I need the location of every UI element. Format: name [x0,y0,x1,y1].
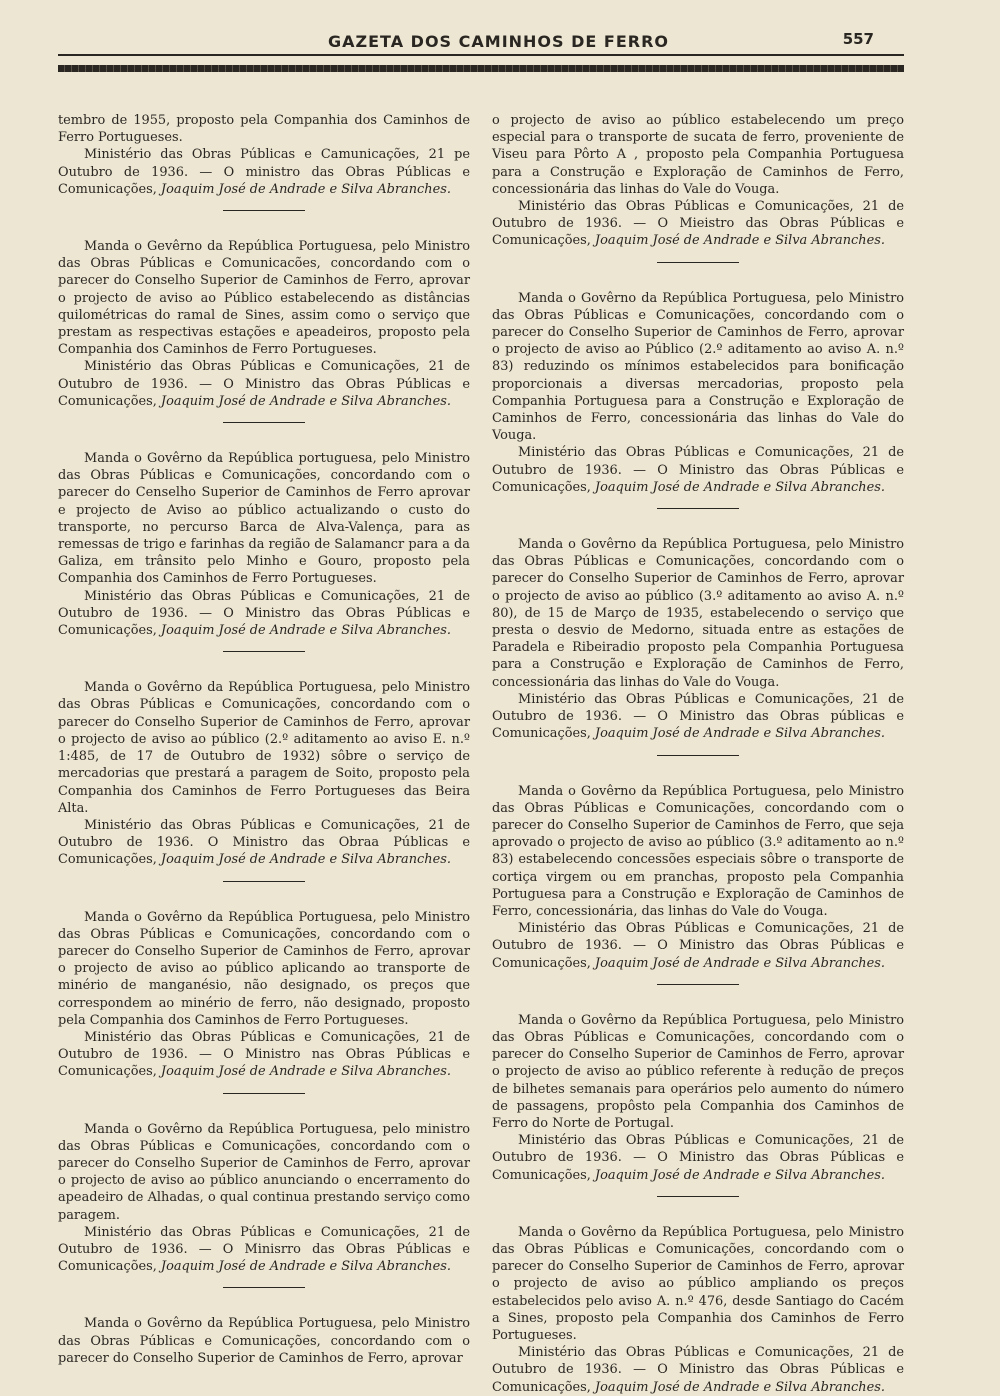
ministry-text: Ministério das Obras Públicas e Comunicações, 21 de Outubro de 1936. — O Mieistro das Obras Públicas e Comunicações, [492,199,904,249]
ministry-text: Ministério das Obras Públicas e Comunicações, 21 de Outubro de 1936. — O Ministro nas Obras Públicas e Comunicações, [58,1029,470,1080]
decree-ministry-line [58,588,470,640]
decree-body: Manda o Gevêrno da República Portuguesa, pelo Ministro das Obras Públicas e Comunicacões, concordando com o parecer do Conselho Superior de Caminhos de Ferro, aprovar o projecto de aviso ao Público estabelecendo as distâncias quilométricas do ramal de Sines, assim como o serviço que prestam as respectivas estações e apeadeiros, proposto pela Companhia dos Caminhos de Ferro Portugueses. [58,239,470,358]
decree-item [492,1012,904,1184]
ministry-text: Ministério das Obras Públicas e Comunicações, 21 de Outubro de 1936. — O Ministro das Obras Públicas e Comunicações, [492,1345,904,1395]
minister-signature: Joaquim José de Andrade e Silva Abranches. [160,623,451,639]
ministry-text: Ministério das Obras Públicas e Comunicações, 21 de Outubro de 1936. O Ministro das Obraa Públicas e Comunicações, [58,817,470,868]
decree-ministry-line [58,146,470,198]
decree-body: Manda o Govêrno da República Portuguesa, pelo ministro das Obras Públicas e Comunicações, concordando com o parecer do Conselho Superior de Caminhos de Ferro, aprovar o projecto de aviso ao público anunciando o encerramento do apeadeiro de Alhadas, o qual continua prestando serviço como paragem. [58,1121,470,1223]
decree-item [58,112,470,198]
header-rule-thick [58,65,904,72]
decree-ministry-line [58,817,470,869]
separator-rule [223,881,305,882]
minister-signature: Joaquim José de Andrade e Silva Abranches. [594,1167,885,1183]
minister-signature: Joaquim José de Andrade e Silva Abranches. [160,1259,451,1275]
publication-title: GAZETA DOS CAMINHOS DE FERRO [328,32,670,51]
decree-item [492,536,904,742]
left-column [58,112,470,1367]
decree-item [58,1315,470,1367]
separator-rule [657,984,739,985]
decree-ministry-line [492,198,904,250]
decree-ministry-line [492,1132,904,1184]
decree-item [492,290,904,496]
decree-ministry-line [492,691,904,743]
decree-body: o projecto de aviso ao público estabelecendo um preço especial para o transporte de sucata de ferro, proveniente de Viseu para Pôrto A , proposto pela Companhia Portuguesa para a Construção e Exploração de Caminhos de Ferro, concessionária das linhas do Vale do Vouga. [492,113,904,197]
separator-rule [223,422,305,423]
header-rule-thin [58,54,904,56]
decree-body: Manda o Govêrno da República Portuguesa, pelo Ministro das Obras Públicas e Comunicações, concordando com o parecer do Conselho Superior de Caminhos de Ferro, aprovar o projecto de aviso ao público referente à redução de preços de bilhetes semanais para operários pelo aumento do número de passagens, propôsto pela Companhia dos Caminhos de Ferro do Norte de Portugal. [492,1012,904,1131]
decree-body: Manda o Govêrno da República Portuguesa, pelo Ministro das Obras Públicas e Comunicações, concordando com o parecer do Conselho Superior de Caminhos de Ferro, aprovar o projecto de aviso ao Público (2.º aditamento ao aviso A. n.º 83) reduzindo os mínimos estabelecidos para bonificação proporcionais a diversas mercadorias, proposto pela Companhia Portuguesa para a Construção e Exploração de Caminhos de Ferro, concessionária das linhas do Vale do Vouga. [492,290,904,444]
minister-signature: Joaquim José de Andrade e Silva Abranches. [160,1064,451,1080]
ministry-text: Ministério das Obras Públicas e Comunicações, 21 de Outubro de 1936. — O Ministro das Obras Públicas e Comunicações, [492,921,904,971]
minister-signature: Joaquim José de Andrade e Silva Abranches. [594,955,885,971]
minister-signature: Joaquim José de Andrade e Silva Abranches. [160,852,451,868]
minister-signature: Joaquim José de Andrade e Silva Abranches. [594,726,885,742]
decree-item [58,679,470,868]
decree-item [492,1224,904,1396]
separator-rule [657,508,739,509]
page-header [58,28,904,78]
ministry-text: Ministério das Obras Públicas e Camunicações, 21 pe Outubro de 1936. — O ministro das Obras Públicas e Comunicações, [58,147,470,197]
ministry-text: Ministério das Obras Públicas e Comunicações, 21 de Outubro de 1936. — O Ministro das Obras Públicas e Comunicações, [492,1133,904,1183]
separator-rule [223,1287,305,1288]
decree-body: Manda o Govêrno da República Portuguesa, pelo Ministro das Obras Públicas e Comunicações, concordando com o parecer do Conselho Superior de Caminhos de Ferro, aprovar o projecto de aviso ao público aplicando ao transporte de minério de manganésio, não designado, os preços que correspondem ao minério de ferro, não designado, proposto pela Companhia dos Caminhos de Ferro Portugueses. [58,909,470,1028]
minister-signature: Joaquim José de Andrade e Silva Abranches. [594,1379,885,1395]
decree-ministry-line [58,1224,470,1276]
decree-body: Manda o Govêrno da República portuguesa, pelo Ministro das Obras Públicas e Comunicações, concordando com o parecer do Censelho Superior de Caminhos de Ferro aprovar e projecto de Aviso ao público actualizando o custo do transporte, no percurso Barca de Alva-Valença, para as remessas de trigo e farinhas da região de Salamancr para a da Galiza, em trânsito pelo Minho e Gouro, proposto pela Companhia dos Caminhos de Ferro Portugueses. [58,451,470,587]
decree-ministry-line [492,920,904,972]
minister-signature: Joaquim José de Andrade e Silva Abranches. [160,181,451,197]
page-number: 557 [842,30,874,48]
decree-ministry-line [492,444,904,496]
decree-item [58,1121,470,1276]
decree-body: Manda o Govêrno da República Portuguesa, pelo Ministro das Obras Públicas e Comunicações, concordando com o parecer do Conselho Superior de Caminhos de Ferro, aprovar [58,1316,470,1366]
decree-item [58,909,470,1081]
decree-body: Manda o Govêrno da República Portuguesa, pelo Ministro das Obras Públicas e Comunicações, concordando com o parecer do Conselho Superior de Caminhos de Ferro, que seja aprovado o projecto de aviso ao público (3.º aditamento ao n.º 83) estabelecendo concessões especiais sôbre o transporte de cortiça virgem ou em pranchas, proposto pela Companhia Portuguesa para a Construção e Exploração de Caminhos de Ferro, concessionária, das linhas do Vale do Vouga. [492,783,904,919]
decree-ministry-line [58,1029,470,1081]
ministry-text: Ministério das Obras Públicas e Comunicações, 21 de Outubro de 1936. — O Ministro das Obras Públicas e Comunicações, [492,445,904,495]
ministry-text: Ministério das Obras Públicas e Comunicações, 21 de Outubro de 1936. — O Ministro das Obras Públicas e Comunicações, [58,359,470,409]
decree-ministry-line [58,358,470,410]
decree-body: tembro de 1955, proposto pela Companhia dos Caminhos de Ferro Portugueses. [58,113,470,146]
decree-body: Manda o Govêrno da República Portuguesa, pelo Ministro das Obras Públicas e Comunicações, concordando com o parecer do Conselho Superior de Caminhos de Ferro, aprovar o projecto de aviso ao público ampliando os preços estabelecidos pelo aviso A. n.º 476, desde Santiago do Cacém a Sines, proposto pela Companhia dos Caminhos de Ferro Portugueses. [492,1224,904,1343]
ministry-text: Ministério das Obras Públicas e Comunicações, 21 de Outubro de 1936. — O Minisrro das Obras Públicas e Comunicações, [58,1224,470,1275]
minister-signature: Joaquim José de Andrade e Silva Abranches. [594,479,885,495]
ministry-text: Ministério das Obras Públicas e Comunicações, 21 de Outubro de 1936. — O Ministro das Obras Públicas e Comunicações, [58,588,470,639]
separator-rule [223,1093,305,1094]
minister-signature: Joaquim José de Andrade e Silva Abranches. [594,233,885,249]
decree-body: Manda o Govêrno da República Portuguesa, pelo Ministro das Obras Públicas e Comunicações, concordando com o parecer do Conselho Superior de Caminhos de Ferro, aprovar o projecto de aviso ao público (2.º aditamento ao aviso E. n.º 1:485, de 17 de Outubro de 1932) sôbre o serviço de mercadorias que prestará a paragem de Soito, proposto pela Companhia dos Caminhos de Ferro Portugueses das Beira Alta. [58,680,470,816]
decree-body: Manda o Govêrno da República Portuguesa, pelo Ministro das Obras Públicas e Comunicações, concordando com o parecer do Conselho Superior de Caminhos de Ferro, aprovar o projecto de aviso ao público (3.º aditamento ao aviso A. n.º 80), de 15 de Março de 1935, estabelecendo o serviço que presta o desvio de Medorno, situada entre as estações de Paradela e Ribeiradio proposto pela Companhia Portuguesa para a Construção e Exploração de Caminhos de Ferro, concessionária das linhas do Vale do Vouga. [492,537,904,690]
decree-item [492,112,904,250]
decree-item [58,238,470,410]
ministry-text: Ministério das Obras Públicas e Comunicações, 21 de Outubro de 1936. — O Ministro das Obras públicas e Comunicações, [492,691,904,742]
decree-ministry-line [492,1344,904,1396]
separator-rule [223,210,305,211]
separator-rule [657,1196,739,1197]
decree-item [492,783,904,972]
separator-rule [657,755,739,756]
minister-signature: Joaquim José de Andrade e Silva Abranches. [160,393,451,409]
decree-item [58,450,470,639]
right-column [492,112,904,1396]
separator-rule [223,651,305,652]
separator-rule [657,262,739,263]
